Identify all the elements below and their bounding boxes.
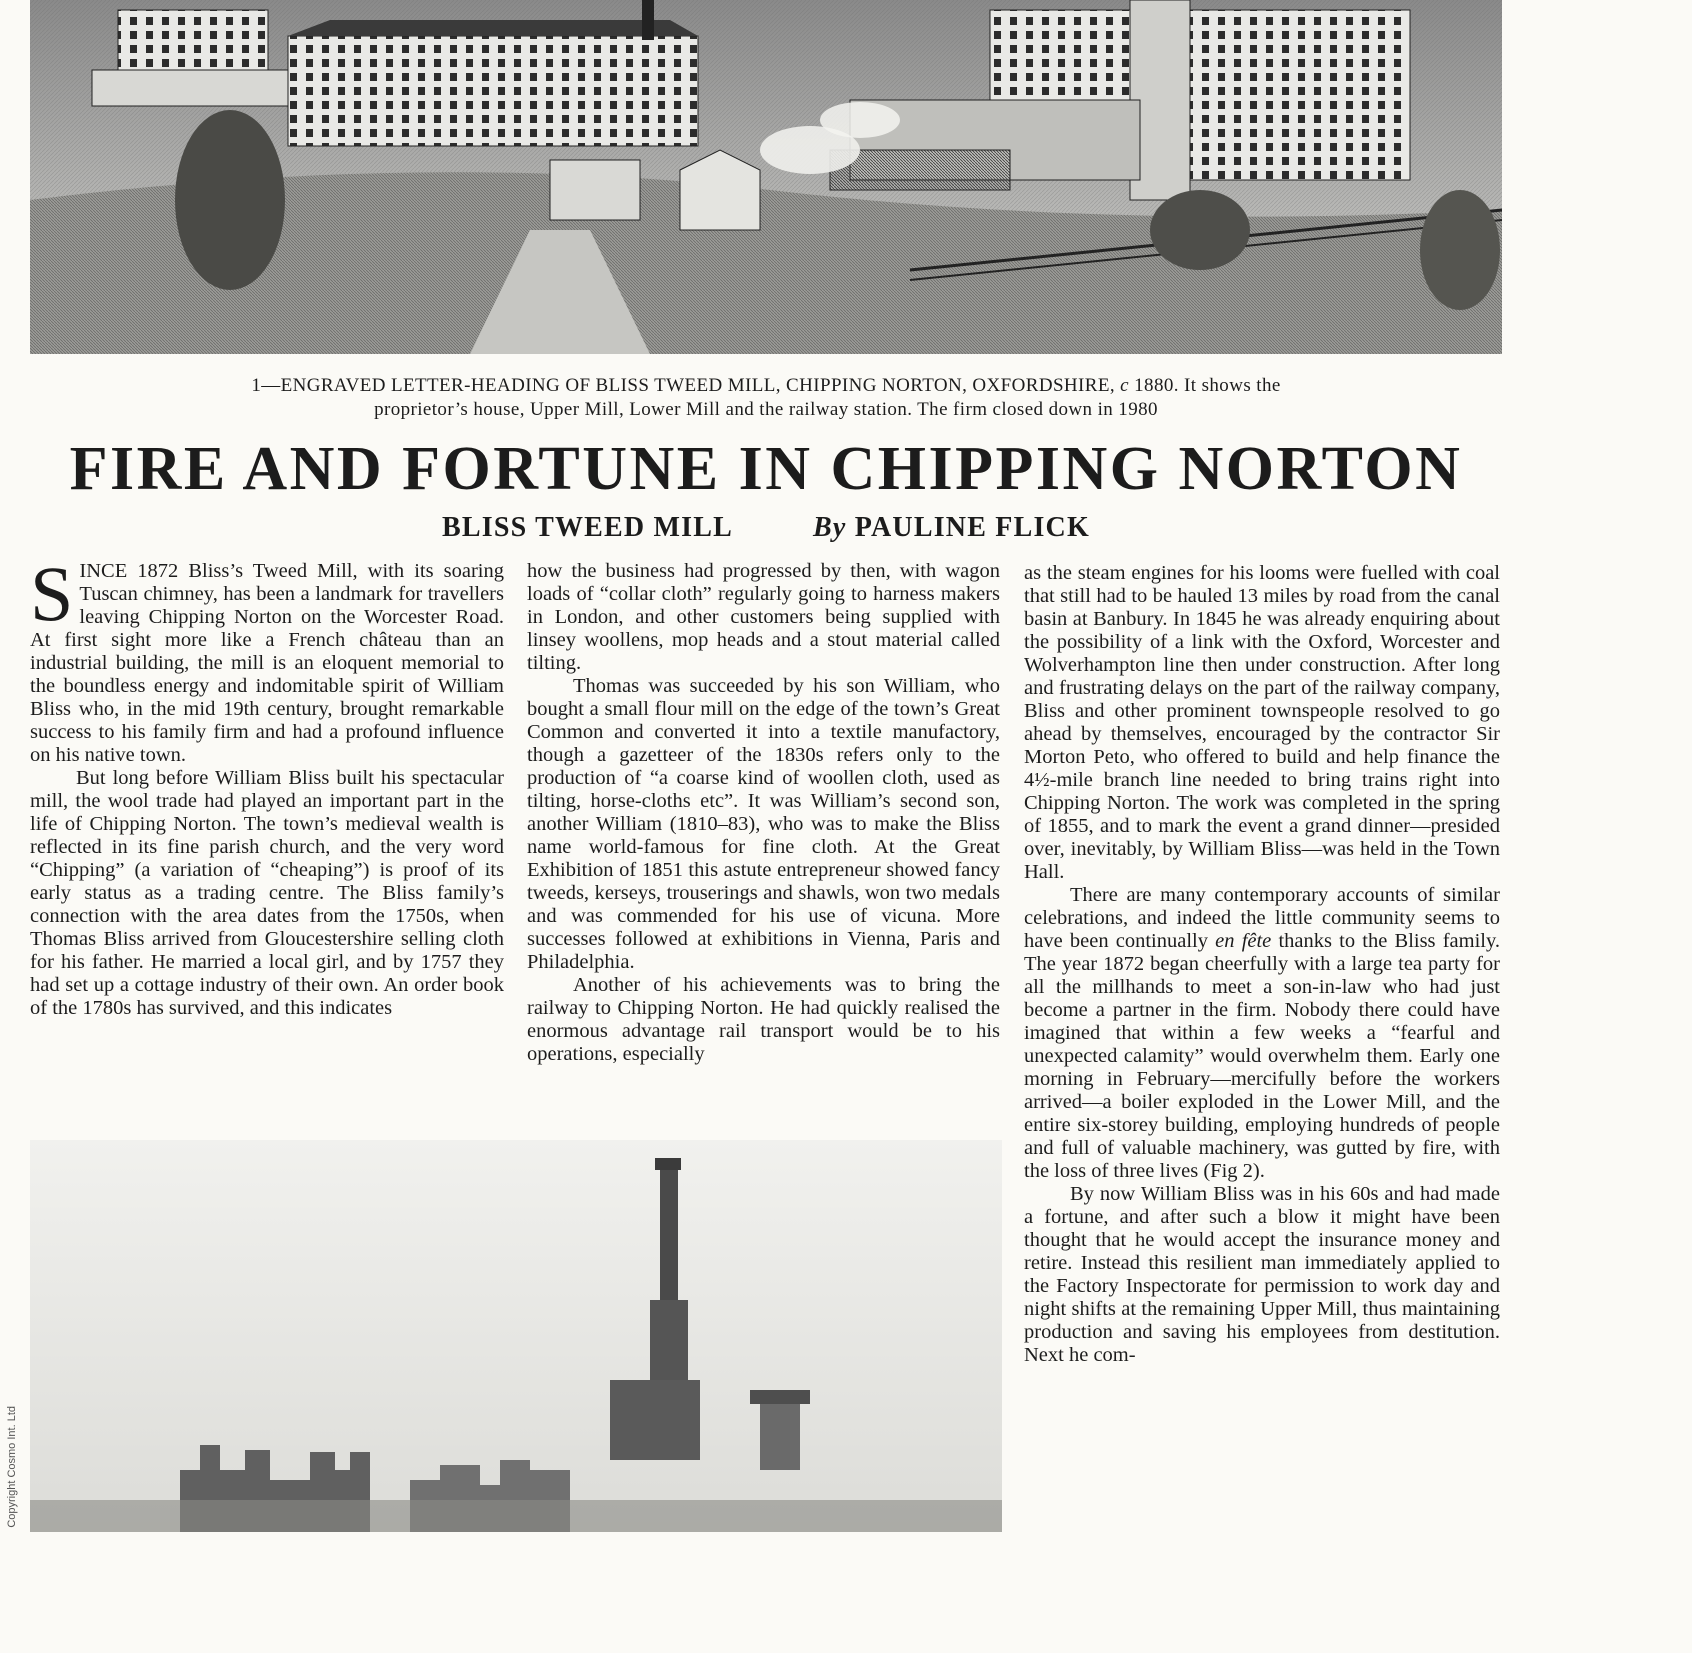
- paragraph: as the steam engines for his looms were fuelled with coal that still had to be hauled 13 miles by road from the canal basin at Banbury. In 1845 he was already enquiring about the possibility of a link with the Oxford, Worcester and Wolverhampton line then under construction. After long and frustrating delays on the part of the railway company, Bliss and other prominent townspeople resolved to go ahead by themselves, encouraged by the contractor Sir Morton Peto, who offered to build and help finance the 4½-mile branch line needed to bring trains right into Chipping Norton. The work was completed in the spring of 1855, and to mark the event a grand dinner—presided over, inevitably, by William Bliss—was held in the Town Hall.: [1024, 562, 1500, 883]
- caption-circa: c: [1120, 375, 1129, 396]
- article-column-2: [527, 560, 1000, 1066]
- drop-cap: S: [30, 550, 74, 637]
- paragraph: [1024, 884, 1500, 1183]
- fire-ruins-photograph: [30, 1140, 1002, 1532]
- paragraph: Thomas was succeeded by his son William, who bought a small flour mill on the edge of the town’s Great Common and converted it into a textile manufactory, though a gazetteer of the 1830s refers only to the production of “a coarse kind of woollen cloth, used as tilting, horse-cloths etc”. It was William’s second son, another William (1810–83), who was to make the Bliss name world-famous for fine cloth. At the Great Exhibition of 1851 this astute entrepreneur showed fancy tweeds, kerseys, trouserings and shawls, won two medals and was commended for his use of vicuna. More successes followed at exhibitions in Vienna, Paris and Philadelphia.: [527, 675, 1000, 973]
- article-headline: FIRE AND FORTUNE IN CHIPPING NORTON: [69, 435, 1463, 503]
- paragraph: Another of his achievements was to bring the railway to Chipping Norton. He had quickly realised the enormous advantage rail transport would be to his operations, especially: [527, 974, 1000, 1065]
- article-subtitle: [30, 512, 1502, 544]
- subtitle-left: BLISS TWEED MILL: [442, 512, 734, 543]
- paragraph-text: thanks to the Bliss family. The year 1872 began cheerfully with a large tea party for all the millhands to meet a son-in-law who had just become a partner in the firm. Nobody there could have imagined that within a few weeks a “fearful and unexpected calamity” would overwhelm them. Early one morning in February—mercifully before the workers arrived—a boiler exploded in the Lower Mill, and the entire six-storey building, employing hundreds of people and full of valuable machinery, was gutted by fire, with the loss of three lives (Fig 2).: [1024, 930, 1501, 1182]
- caption-line-2: proprietor’s house, Upper Mill, Lower Mill and the railway station. The firm closed down in 1980: [374, 399, 1158, 420]
- article-column-1: [30, 550, 504, 1020]
- article-column-3: [1024, 562, 1500, 1367]
- paragraph: By now William Bliss was in his 60s and had made a fortune, and after such a blow it might have been thought that he would accept the insurance money and retire. Instead this resilient man immediately applied to the Factory Inspectorate for permission to work day and night shifts at the remaining Upper Mill, thus maintaining production and saving his employees from destitution. Next he com-: [1024, 1183, 1500, 1366]
- figure-caption: [30, 374, 1502, 422]
- byline-author: PAULINE FLICK: [854, 512, 1090, 543]
- engraved-letterhead-image: [30, 0, 1502, 354]
- italic-phrase: en fête: [1215, 930, 1272, 952]
- paragraph: But long before William Bliss built his spectacular mill, the wool trade had played an important part in the life of Chipping Norton. The town’s medieval wealth is reflected in its fine parish church, and the very word “Chipping” (a variation of “cheaping”) is proof of its early status as a trading centre. The Bliss family’s connection with the area dates from the 1750s, when Thomas Bliss arrived from Gloucestershire selling cloth for his father. He married a local girl, and by 1757 they had set up a cottage industry of their own. An order book of the 1780s has survived, and this indicates: [30, 767, 504, 1019]
- paragraph-text: There are many contemporary accounts of similar celebrations, and indeed the little community seems to have been continually: [1024, 884, 1500, 952]
- copyright-watermark: Copyright Cosmo Int. Ltd: [6, 1406, 18, 1528]
- caption-line-1-prefix: 1—ENGRAVED LETTER-HEADING OF BLISS TWEED MILL, CHIPPING NORTON, OXFORDSHIRE,: [251, 375, 1115, 396]
- byline-by: By: [813, 512, 847, 543]
- caption-line-1-suffix: 1880. It shows the: [1134, 375, 1281, 396]
- paragraph: [30, 550, 504, 767]
- caption-line-1: [30, 374, 1502, 398]
- paragraph-text: INCE 1872 Bliss’s Tweed Mill, with its soaring Tuscan chimney, has been a landmark for travellers leaving Chipping Norton on the Worcester Road. At first sight more like a French château than an industrial building, the mill is an eloquent memorial to the boundless energy and indomitable spirit of William Bliss who, in the mid 19th century, brought remarkable success to his family firm and had a profound influence on his native town.: [30, 560, 504, 766]
- paragraph: how the business had progressed by then, with wagon loads of “collar cloth” regularly going to harness makers in London, and other customers being supplied with linsey woollens, mop heads and a stout material called tilting.: [527, 560, 1000, 674]
